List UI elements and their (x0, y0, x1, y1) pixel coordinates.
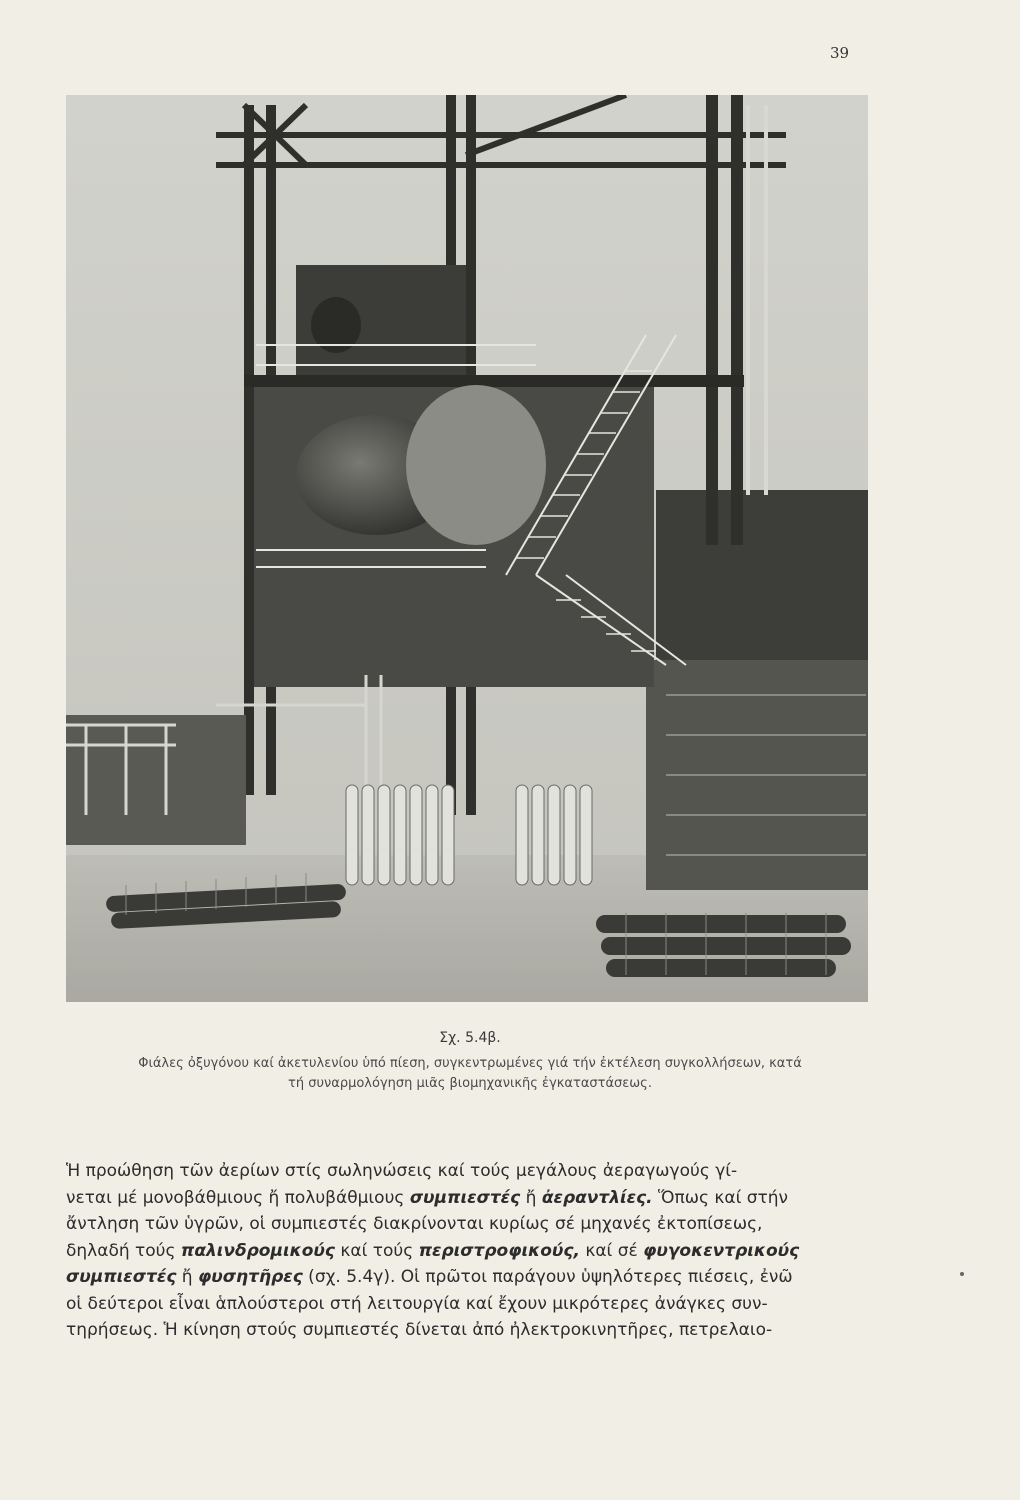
figure-caption (60, 1030, 880, 1094)
body-text-run: Ὅπως καί στήν (652, 1187, 789, 1208)
term-rotary: περιστροφικούς, (418, 1240, 580, 1261)
figure-photo (66, 95, 868, 1002)
body-text-run: δηλαδή τούς (66, 1240, 181, 1261)
figure-number: Σχ. 5.4β. (439, 1030, 501, 1046)
body-paragraph (66, 1158, 878, 1344)
body-text-run: ἄντληση τῶν ὑγρῶν, οἱ συμπιεστές διακρίνονται κυρίως σέ μηχανές ἐκτοπίσεως, (66, 1214, 763, 1234)
term-compressors-2: συμπιεστές (66, 1267, 177, 1287)
term-blowers: φυσητῆρες (198, 1267, 303, 1287)
term-centrifugal: φυγοκεντρικούς (643, 1240, 800, 1261)
body-text-run: ἤ (520, 1187, 542, 1208)
term-air-pumps: ἀεραντλίες. (541, 1187, 653, 1208)
body-text-run: οἱ δεύτεροι εἶναι ἁπλούστεροι στή λειτουργία καί ἔχουν μικρότερες ἀνάγκες συν- (66, 1293, 768, 1314)
body-text-run: τηρήσεως. Ἡ κίνηση στούς συμπιεστές δίνεται ἀπό ἠλεκτροκινητῆρες, πετρελαιο- (66, 1320, 773, 1340)
margin-dot (960, 1272, 964, 1276)
body-text-run: ἤ (176, 1267, 198, 1287)
term-reciprocating: παλινδρομικούς (180, 1240, 335, 1261)
body-text-run: νεται μέ μονοβάθμιους ἤ πολυβάθμιους (66, 1187, 410, 1208)
caption-line-1: Φιάλες ὀξυγόνου καί ἀκετυλενίου ὑπό πίεση, συγκεντρωμένες γιά τήν ἐκτέλεση συγκολλήσεων, κατά (138, 1056, 802, 1071)
body-line-5 (66, 1264, 878, 1291)
caption-line-2: τή συναρμολόγηση μιᾶς βιομηχανικῆς ἐγκαταστάσεως. (288, 1076, 652, 1091)
body-text-run: Ἡ προώθηση τῶν ἀερίων στίς σωληνώσεις καί τούς μεγάλους ἀεραγωγούς γί- (66, 1161, 738, 1181)
body-text-run: καί τούς (334, 1240, 419, 1261)
body-line-6 (66, 1291, 878, 1318)
page-number: 39 (830, 44, 850, 62)
body-text-run: καί σέ (579, 1240, 644, 1261)
body-line-3 (66, 1211, 878, 1238)
body-text-run: (σχ. 5.4γ). Οἱ πρῶτοι παράγουν ὑψηλότερες πιέσεις, ἐνῶ (302, 1267, 793, 1287)
body-line-7 (66, 1317, 878, 1344)
body-line-4 (66, 1238, 878, 1265)
body-line-1 (66, 1158, 878, 1185)
plant-photo-illustration (66, 95, 868, 1002)
body-line-2 (66, 1185, 878, 1212)
term-compressors: συμπιεστές (409, 1187, 521, 1208)
